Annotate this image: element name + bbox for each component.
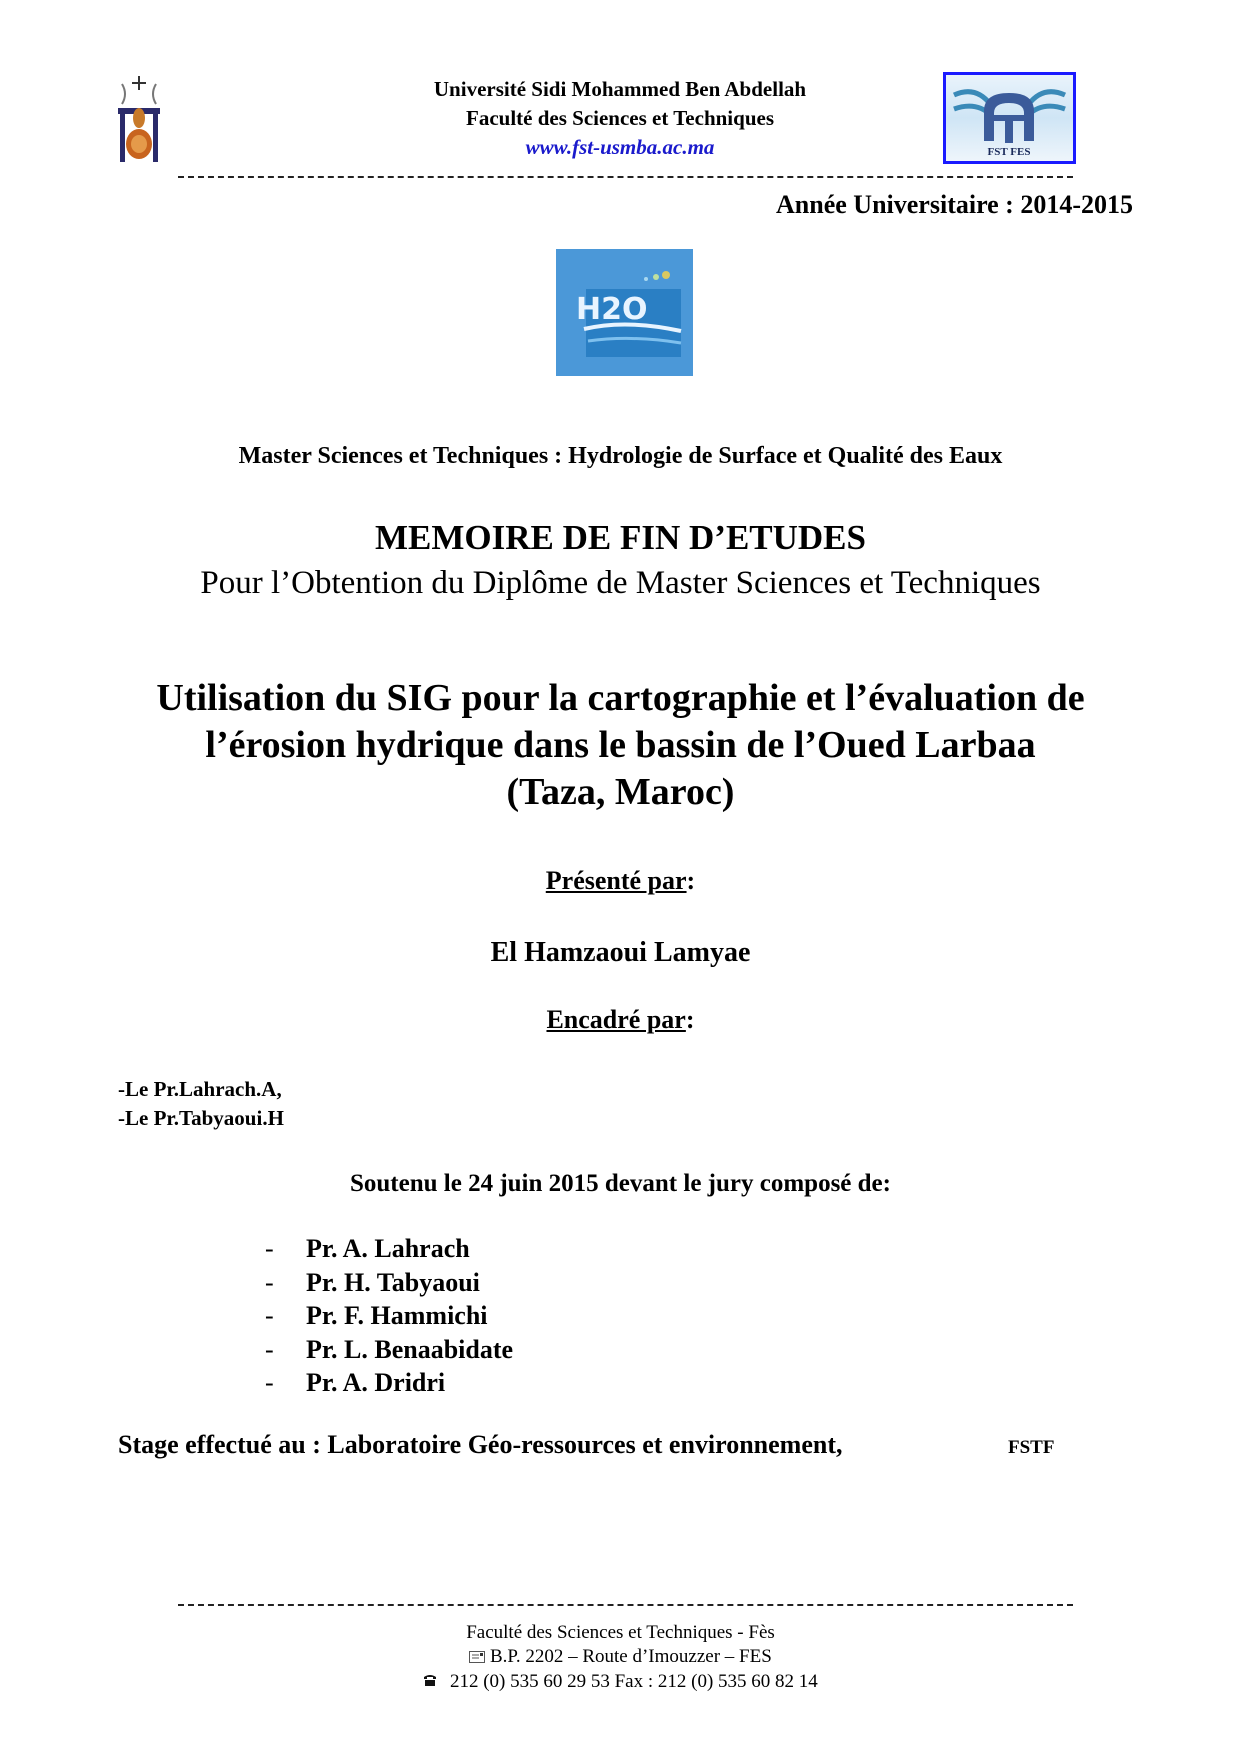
diploma-purpose: Pour l’Obtention du Diplôme de Master Sciences et Techniques: [200, 565, 1041, 601]
telephone-icon: [423, 1670, 437, 1694]
supervised-by-label: Encadré par: [546, 1005, 686, 1034]
author-name: El Hamzaoui Lamyae: [490, 937, 751, 968]
mailbox-icon: [469, 1646, 485, 1670]
memoire-heading: MEMOIRE DE FIN D’ETUDES: [374, 518, 866, 557]
thesis-title: [70, 675, 1171, 816]
presented-by-label: Présenté par: [545, 866, 687, 895]
thesis-title-line-3: (Taza, Maroc): [506, 771, 735, 813]
jury-member: - Pr. A. Dridri: [265, 1368, 446, 1397]
institution-header: [340, 75, 900, 162]
supervisors-list: [118, 1075, 284, 1133]
academic-year: Année Universitaire : 2014-2015: [776, 190, 1133, 219]
footer-contact: [100, 1621, 1141, 1694]
footer-phone: 212 (0) 535 60 29 53 Fax : 212 (0) 535 60 82 14: [100, 1670, 1141, 1695]
university-crest-logo: [118, 74, 160, 166]
jury-member: - Pr. F. Hammichi: [265, 1301, 488, 1330]
jury-member: - Pr. H. Tabyaoui: [265, 1267, 480, 1297]
fst-fes-logo-text: FST FES: [987, 146, 1031, 158]
footer-divider: [178, 1604, 1073, 1606]
internship-location: Stage effectué au : Laboratoire Géo-ressources et environnement,: [118, 1430, 843, 1459]
supervisor-item: -Le Pr.Tabyaoui.H: [118, 1106, 284, 1130]
internship-institution: FSTF: [1008, 1437, 1055, 1458]
program-name: Master Sciences et Techniques : Hydrologie de Surface et Qualité des Eaux: [238, 443, 1003, 469]
footer-address: B.P. 2202 – Route d’Imouzzer – FES: [100, 1645, 1141, 1670]
thesis-title-line-2: l’érosion hydrique dans le bassin de l’Oued Larbaa: [205, 724, 1036, 766]
footer-faculty: Faculté des Sciences et Techniques - Fès: [466, 1622, 775, 1643]
thesis-title-line-1: Utilisation du SIG pour la cartographie et l’évaluation de: [156, 677, 1085, 719]
h2o-master-logo: [556, 249, 693, 376]
supervised-by: Encadré par:: [546, 1005, 695, 1034]
h2o-logo-text: H2O: [576, 292, 648, 327]
faculty-name: Faculté des Sciences et Techniques: [466, 106, 774, 130]
defense-statement: Soutenu le 24 juin 2015 devant le jury composé de:: [350, 1170, 891, 1197]
jury-list: [265, 1232, 513, 1400]
presented-by: Présenté par:: [545, 866, 696, 895]
header-divider: [178, 176, 1073, 178]
website-link[interactable]: www.fst-usmba.ac.ma: [525, 135, 715, 159]
university-name: Université Sidi Mohammed Ben Abdellah: [433, 77, 807, 101]
jury-member: - Pr. L. Benaabidate: [265, 1334, 514, 1364]
supervisor-item: -Le Pr.Lahrach.A,: [118, 1077, 282, 1101]
jury-member: - Pr. A. Lahrach: [265, 1234, 470, 1263]
fst-fes-logo: [943, 72, 1076, 164]
